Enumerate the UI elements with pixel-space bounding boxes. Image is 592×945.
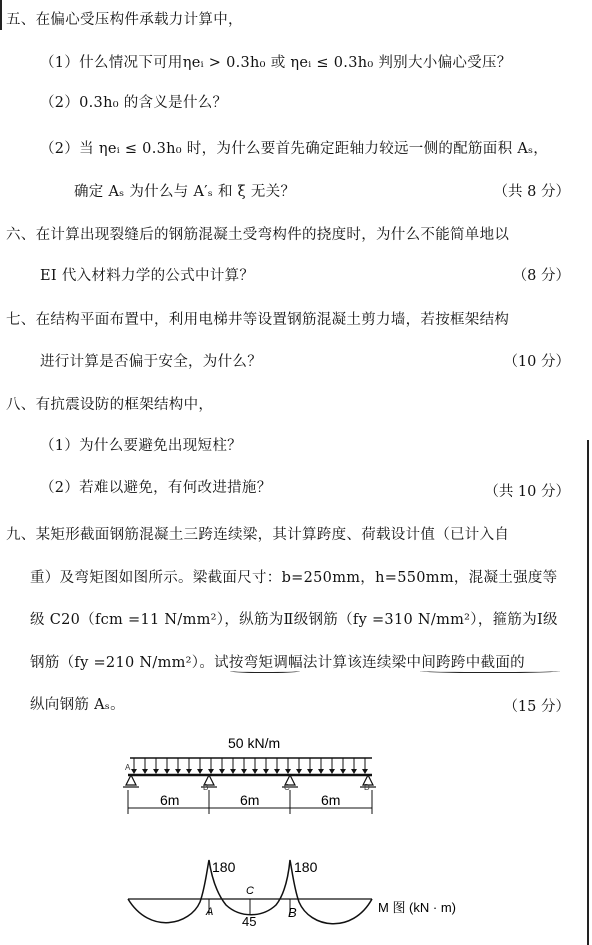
q6-line2: EI 代入材料力学的公式中计算？ — [40, 268, 255, 284]
q9-line2: 重）及弯矩图如图所示。梁截面尺寸：b=250mm，h=550mm，混凝土强度等 — [30, 570, 558, 586]
q5-sub2: （2）0.3h₀ 的含义是什么？ — [40, 95, 228, 111]
q8-score: （共 10 分） — [484, 484, 570, 500]
q7-line2: 进行计算是否偏于安全，为什么？ — [40, 354, 262, 370]
handwritten-mark-b: B — [288, 905, 297, 920]
q8-heading: 八、有抗震设防的框架结构中， — [6, 397, 214, 413]
q5-heading: 五、在偏心受压构件承载力计算中， — [6, 12, 243, 28]
q5-score: （共 8 分） — [493, 184, 570, 200]
moment-label-mid: 45 — [242, 914, 257, 929]
q6-line1: 六、在计算出现裂缝后的钢筋混凝土受弯构件的挠度时，为什么不能简单地以 — [6, 227, 510, 243]
moment-diagram-caption: M 图 (kN · m) — [378, 900, 456, 915]
support-label-b: B — [203, 783, 209, 792]
span-label-3: 6m — [321, 792, 341, 808]
q9-line5: 纵向钢筋 Aₛ。 — [30, 697, 125, 713]
span-label-1: 6m — [160, 792, 180, 808]
moment-label-right: 180 — [294, 859, 318, 875]
support-pin-a — [123, 775, 139, 787]
q5-sub3b: 确定 Aₛ 为什么与 A′ₛ 和 ξ 无关？ — [74, 184, 296, 200]
q9-line3: 级 C20（fcm =11 N/mm²），纵筋为Ⅱ级钢筋（fy =310 N/mm²），箍筋为Ⅰ级 — [30, 612, 558, 628]
q9-line4: 钢筋（fy =210 N/mm²）。试按弯矩调幅法计算该连续梁中间跨跨中截面的 — [30, 655, 525, 671]
q8-sub1: （1）为什么要避免出现短柱？ — [40, 438, 242, 454]
handwritten-mark-c: C — [246, 885, 254, 897]
q9-line1: 九、某矩形截面钢筋混凝土三跨连续梁，其计算跨度、荷载设计值（已计入自 — [6, 527, 510, 543]
support-label-d: D — [364, 783, 370, 792]
q6-score: （8 分） — [512, 268, 570, 284]
span-label-2: 6m — [240, 792, 260, 808]
q7-score: （10 分） — [503, 354, 570, 370]
handwritten-mark-a: A — [206, 906, 214, 918]
support-label-c: C — [284, 783, 290, 792]
load-label: 50 kN/m — [228, 735, 281, 751]
q8-sub2: （2）若难以避免，有何改进措施？ — [40, 480, 272, 496]
q9-score: （15 分） — [503, 699, 570, 715]
load-arrowheads — [131, 769, 368, 774]
support-label-a: A — [125, 763, 131, 772]
moment-label-left: 180 — [212, 859, 236, 875]
q7-line1: 七、在结构平面布置中，利用电梯井等设置钢筋混凝土剪力墙，若按框架结构 — [6, 312, 510, 328]
q5-sub1: （1）什么情况下可用ηeᵢ > 0.3h₀ 或 ηeᵢ ≤ 0.3h₀ 判别大小偏心受压？ — [40, 55, 512, 71]
q5-sub3a: （2）当 ηeᵢ ≤ 0.3h₀ 时，为什么要首先确定距轴力较远一侧的配筋面积 Aₛ， — [40, 141, 549, 157]
